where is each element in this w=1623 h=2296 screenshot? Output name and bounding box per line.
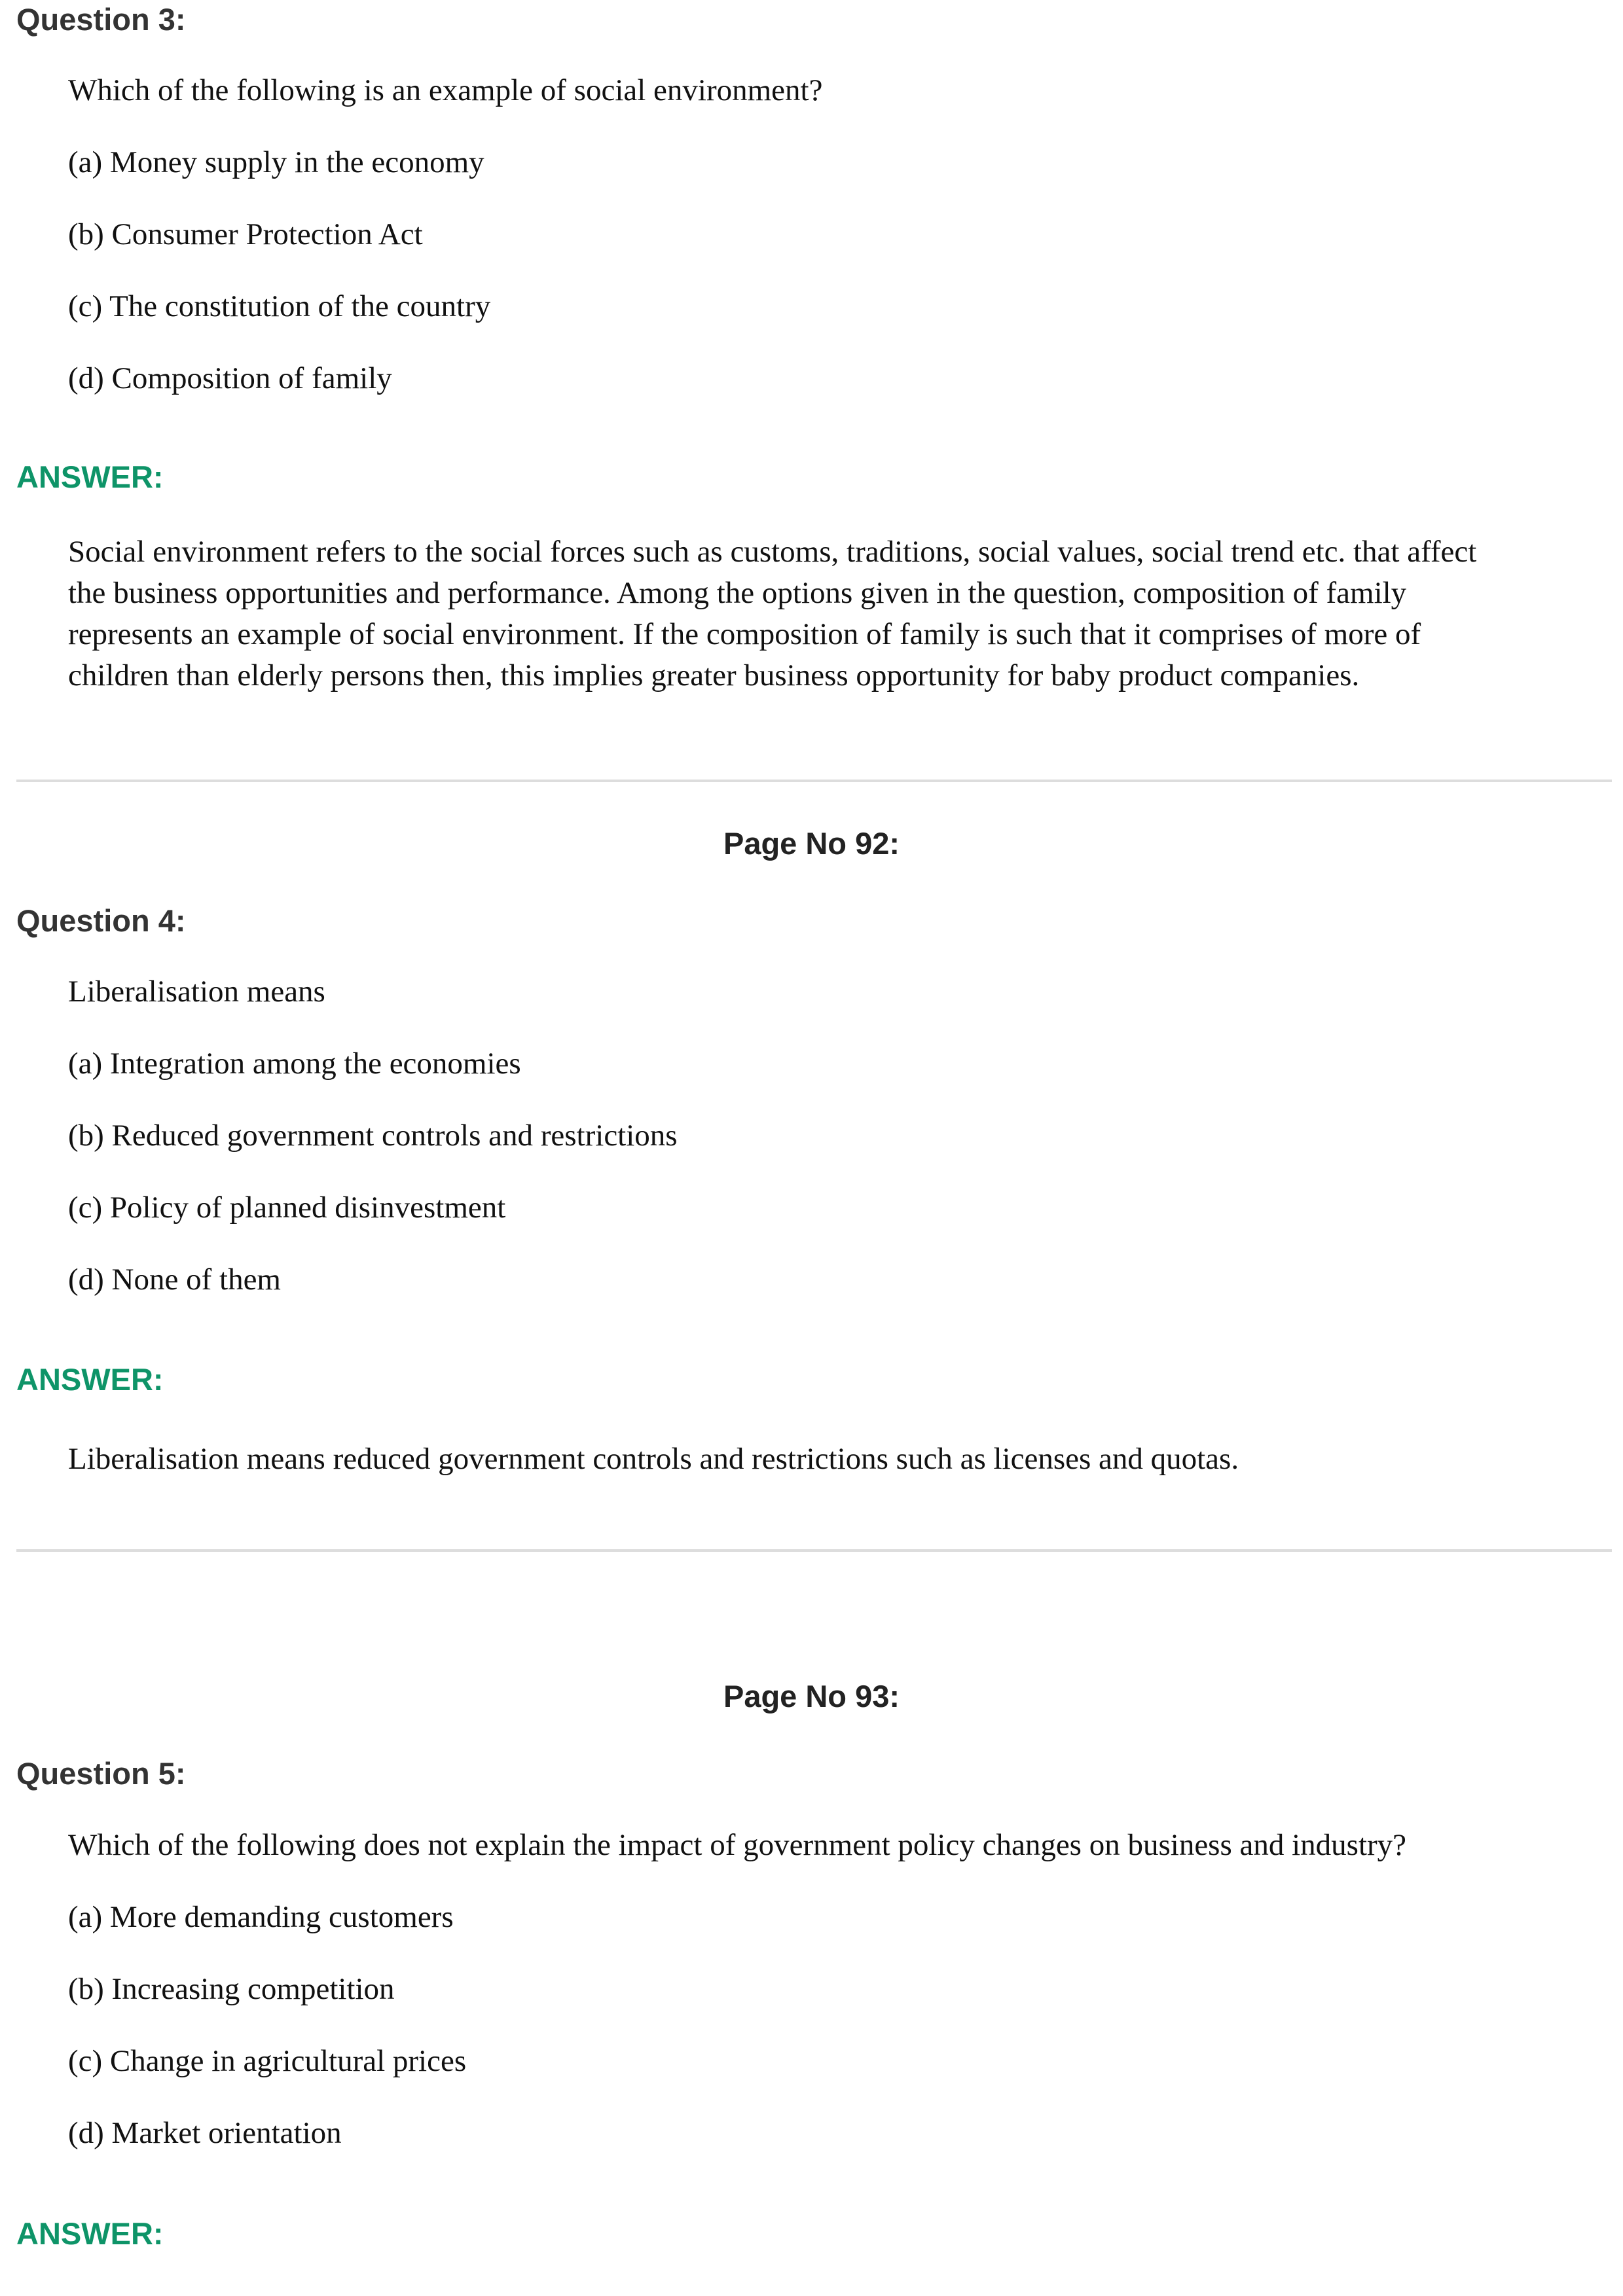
question-5-heading: Question 5: — [16, 1756, 186, 1791]
answer-line: Social environment refers to the social forces such as customs, traditions, social values, social trend etc. that affect — [68, 535, 1477, 569]
question-5-prompt: Which of the following does not explain the impact of government policy changes on business and industry? — [68, 1828, 1407, 1862]
answer-line: children than elderly persons then, this implies greater business opportunity for baby product companies. — [68, 658, 1360, 692]
answer-line: the business opportunities and performance. Among the options given in the question, composition of family — [68, 576, 1407, 610]
question-5-option-b: (b) Increasing competition — [68, 1972, 395, 2006]
question-5-answer-label: ANSWER: — [16, 2216, 164, 2251]
question-5-option-d: (d) Market orientation — [68, 2116, 342, 2150]
page-number-heading: Page No 92: — [723, 826, 900, 861]
question-5-option-c: (c) Change in agricultural prices — [68, 2044, 467, 2078]
question-3-option-d: (d) Composition of family — [68, 361, 392, 395]
question-4-answer-label: ANSWER: — [16, 1362, 164, 1397]
question-4-heading: Question 4: — [16, 903, 186, 938]
section-divider — [16, 1549, 1612, 1552]
page-number-heading: Page No 93: — [723, 1679, 900, 1713]
answer-line: represents an example of social environment. If the composition of family is such that it comprises of more of — [68, 617, 1421, 651]
question-3-prompt: Which of the following is an example of social environment? — [68, 73, 823, 107]
question-4-answer-text: Liberalisation means reduced government controls and restrictions such as licenses and quotas. — [68, 1442, 1239, 1476]
question-3-heading: Question 3: — [16, 2, 186, 37]
question-4-option-b: (b) Reduced government controls and restrictions — [68, 1119, 678, 1153]
question-5-option-a: (a) More demanding customers — [68, 1900, 454, 1934]
question-3-answer-label: ANSWER: — [16, 459, 164, 494]
question-3-answer-text — [68, 531, 1613, 696]
question-3-option-a: (a) Money supply in the economy — [68, 145, 484, 179]
section-divider — [16, 780, 1612, 782]
question-3-option-b: (b) Consumer Protection Act — [68, 217, 423, 251]
question-3-option-c: (c) The constitution of the country — [68, 289, 491, 323]
question-4-option-c: (c) Policy of planned disinvestment — [68, 1191, 506, 1225]
question-4-prompt: Liberalisation means — [68, 975, 325, 1009]
question-4-option-a: (a) Integration among the economies — [68, 1047, 521, 1081]
question-4-option-d: (d) None of them — [68, 1263, 281, 1297]
